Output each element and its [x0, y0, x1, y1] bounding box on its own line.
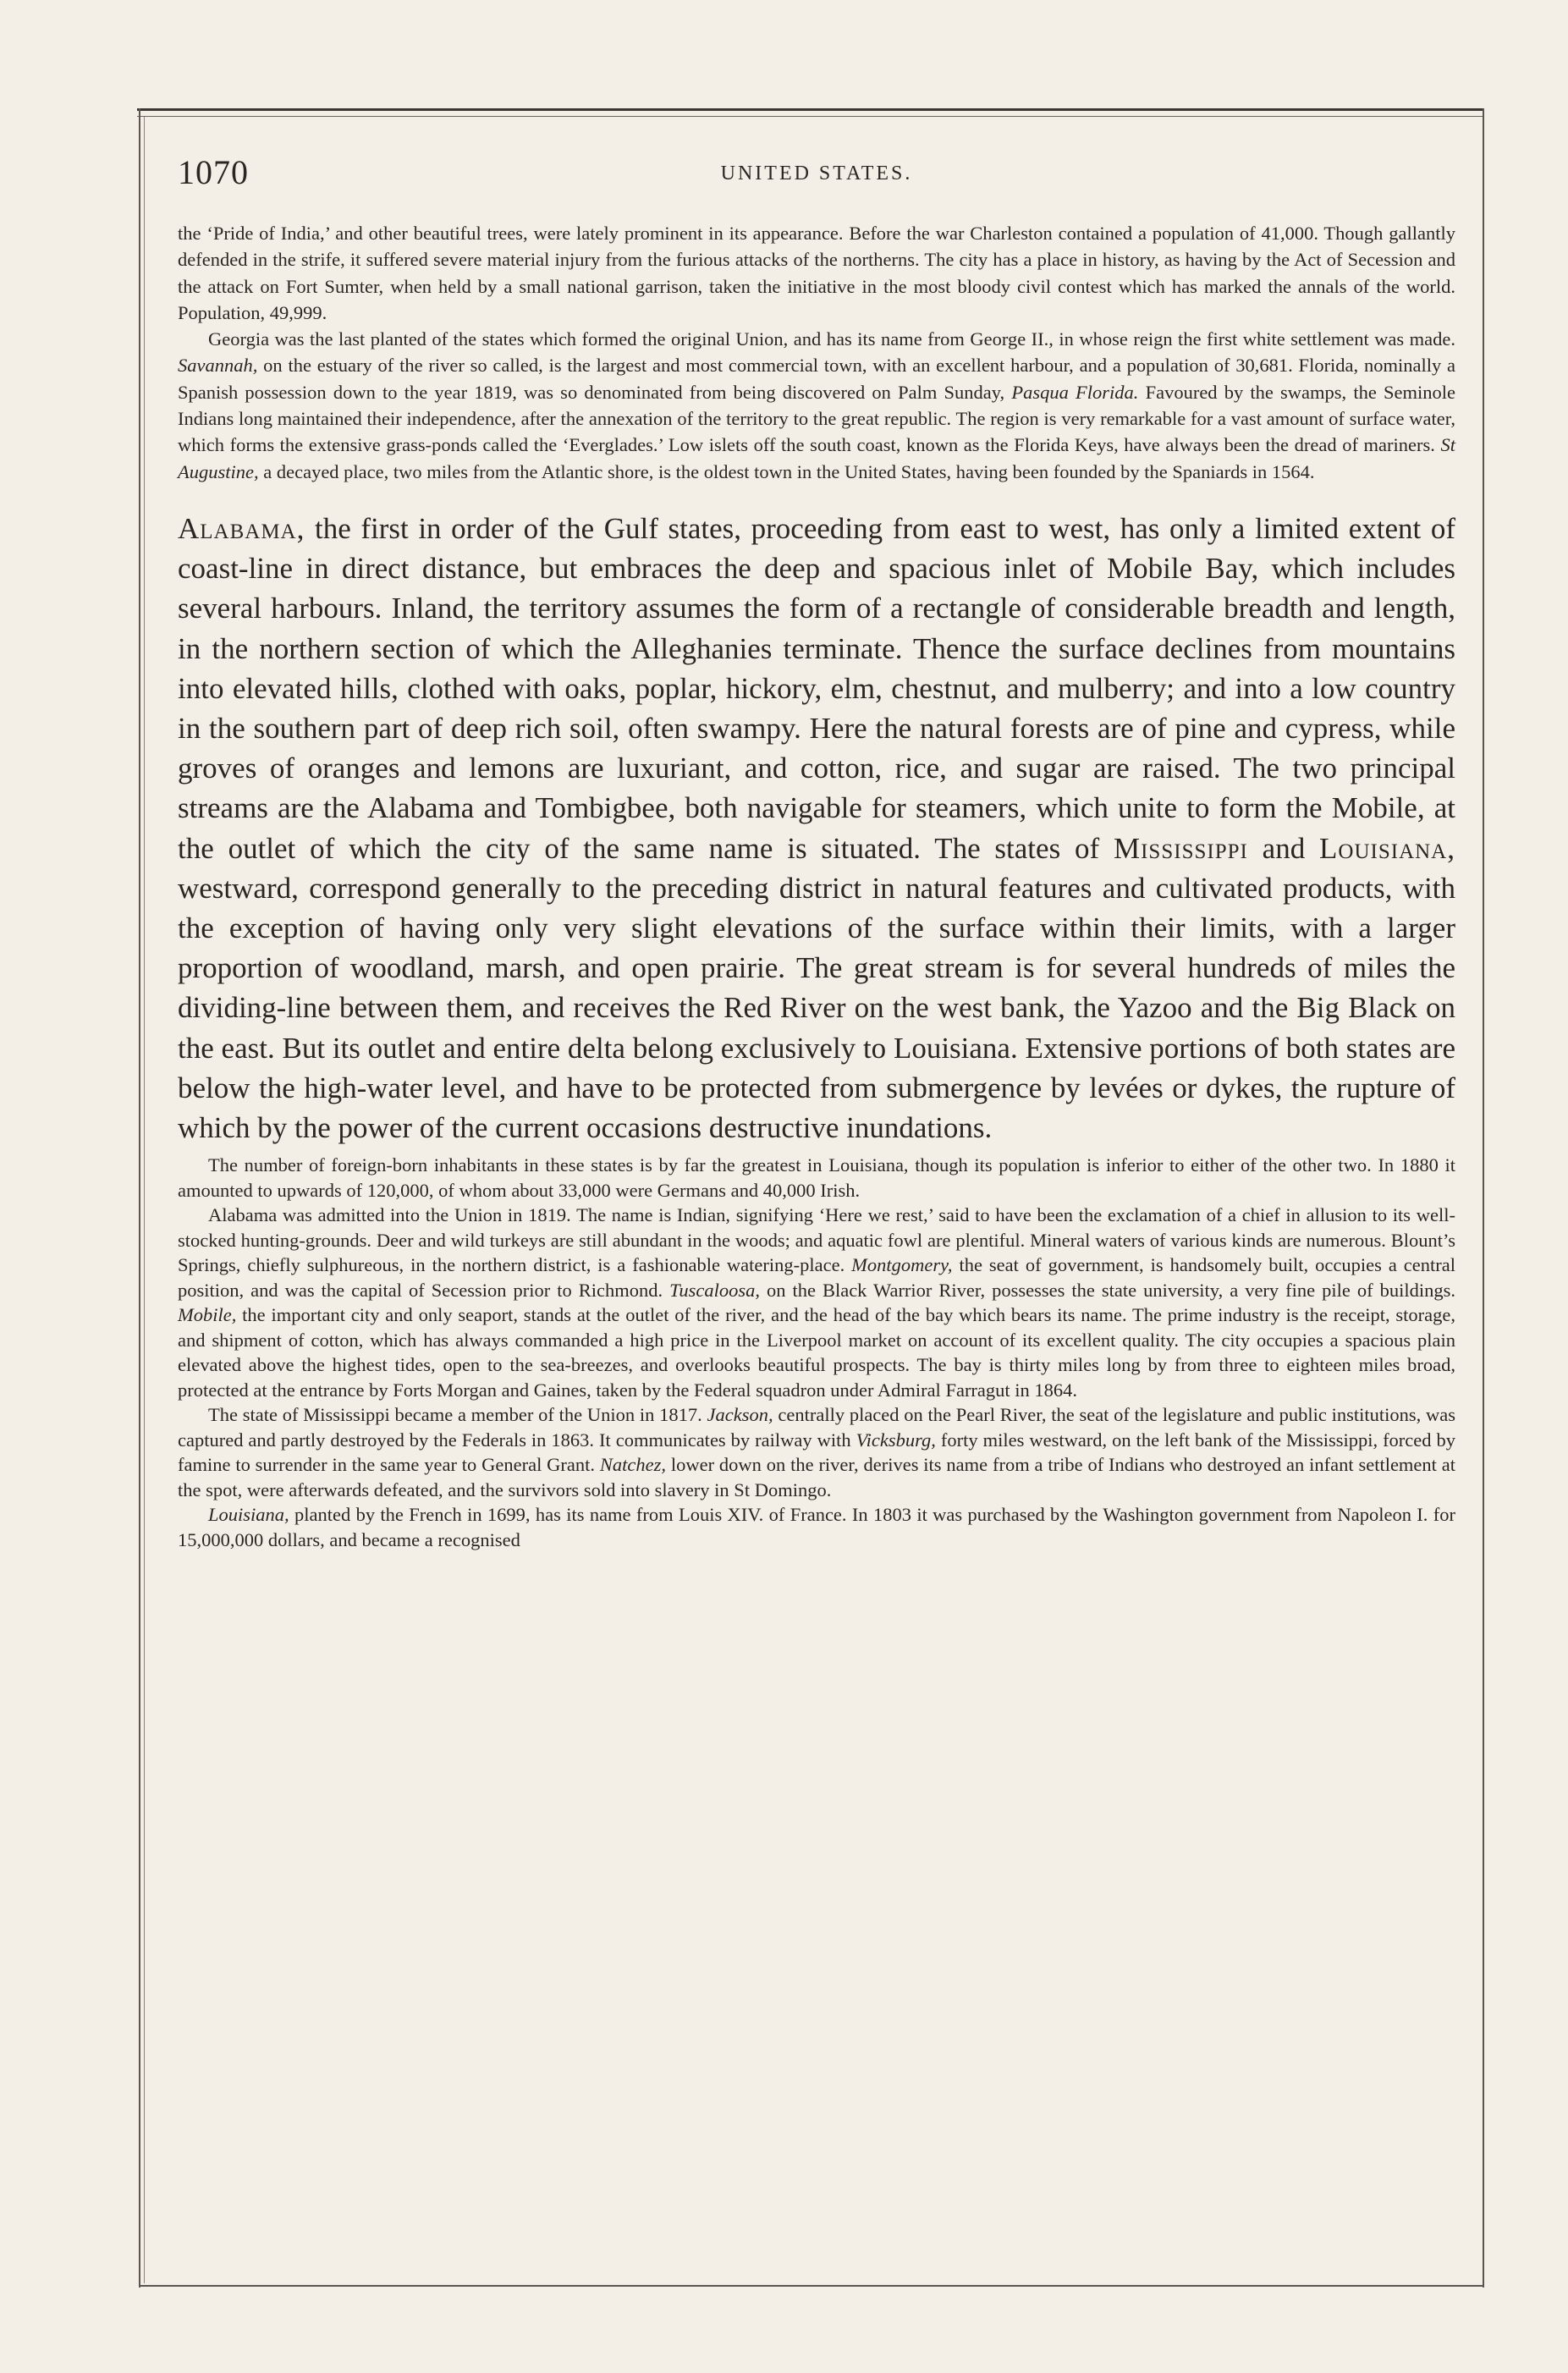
text-run: Savannah, [178, 355, 258, 377]
text-run: the ‘Pride of India,’ and other beautiful trees, were lately prominent in its appearance. Before the war Charleston contained a population of 41,000. Though gallantly defended in the strife, it suffered severe material injury from the furious attacks of the northerns. The city has a place in history, as having by the Act of Secession and the attack on Fort Sumter, when held by a small national garrison, taken the initiative in the most bloody civil contest which has marked the annals of the world. Population, 49,999. [178, 223, 1455, 323]
paragraph-alabama-main [178, 509, 1455, 1148]
text-run: Jackson, [707, 1404, 773, 1426]
page-body [178, 152, 1455, 1552]
text-run: The state of Mississippi became a member of the Union in 1817. [208, 1404, 707, 1426]
paragraph-charleston [178, 220, 1455, 326]
paragraph-georgia-florida [178, 326, 1455, 485]
text-run: Favoured by the swamps, the Seminole Indians long maintained their independence, after the annexation of the territory to the great republic. The region is very remarkable for a vast amount of surface water, which forms the extensive grass-ponds called the ‘Everglades.’ Low islets off the south coast, known as the Florida Keys, have always been the dread of mariners. [178, 381, 1455, 456]
text-run: centrally placed on the Pearl River, the seat of the legislature and public institutions, was captured and partly destroyed by the Federals in 1863. It communicates by railway with [178, 1404, 1455, 1451]
note-mississippi [178, 1402, 1455, 1502]
text-run: lower down on the river, derives its name from a tribe of Indians who destroyed an infant settlement at the spot, were afterwards defeated, and the survivors sold into slavery in St Domingo. [178, 1454, 1456, 1500]
text-run: planted by the French in 1699, has its name from Louis XIV. of France. In 1803 it was purchased by the Washington government from Napoleon I. for 15,000,000 dollars, and became a recognised [178, 1504, 1455, 1550]
right-border-rule [1483, 108, 1484, 2288]
text-run: Natchez, [599, 1454, 666, 1476]
running-head: UNITED STATES. [720, 162, 913, 184]
bottom-border-rule [139, 2285, 1484, 2287]
text-run: the first in order of the Gulf states, proceeding from east to west, has only a limited extent of coast-line in direct distance, but embraces the deep and spacious inlet of Mobile Bay, which includes several harbours. Inland, the territory assumes the form of a rectangle of considerable breadth and length, in the northern section of which the Alleghanies terminate. Thence the surface declines from mountains into elevated hills, clothed with oaks, poplar, hickory, elm, chestnut, and mulberry; and into a low country in the southern part of deep rich soil, often swampy. Here the natural forests are of pine and cypress, while groves of oranges and lemons are luxuriant, and cotton, rice, and sugar are raised. The two principal streams are the Alabama and Tombigbee, both navigable for steamers, which unite to form the Mobile, at the outlet of which the city of the same name is situated. The states of [178, 511, 1455, 865]
note-alabama [178, 1203, 1455, 1402]
text-run: Mississippi [1113, 831, 1248, 865]
text-run: Georgia was the last planted of the states which formed the original Union, and has its name from George II., in whose reign the first white settlement was made. [208, 328, 1455, 350]
text-run: the seat of government, is handsomely built, occupies a central position, and was the capital of Secession prior to Richmond. [178, 1254, 1455, 1301]
text-run: westward, correspond generally to the preceding district in natural features and cultivated products, with the exception of having only very slight elevations of the surface within their limits, with a larger proportion of woodland, marsh, and open prairie. The great stream is for several hundreds of miles the dividing-line between them, and receives the Red River on the west bank, the Yazoo and the Big Black on the east. But its outlet and entire delta belong exclusively to Louisiana. Extensive portions of both states are below the high-water level, and have to be protected from submergence by levées or dykes, the rupture of which by the power of the current occasions destructive inundations. [178, 871, 1455, 1145]
text-run: St Augustine, [178, 434, 1455, 482]
text-run: Louisiana, [1319, 831, 1455, 865]
text-run: Montgomery, [851, 1254, 953, 1276]
text-run: and [1247, 831, 1320, 865]
text-run: the important city and only seaport, stands at the outlet of the river, and the head of the bay which bears its name. The prime industry is the receipt, storage, and shipment of cotton, which has always commanded a high price in the Liverpool market on account of its excellent quality. The city occupies a spacious plain elevated above the highest tides, open to the sea-breezes, and overlooks beautiful prospects. The bay is thirty miles long by from three to eighteen miles broad, protected at the entrance by Forts Morgan and Gaines, taken by the Federal squadron under Admiral Farragut in 1864. [178, 1304, 1455, 1401]
text-run: The number of foreign-born inhabitants in these states is by far the greatest in Louisiana, though its population is inferior to either of the other two. In 1880 it amounted to upwards of 120,000, of whom about 33,000 were Germans and 40,000 Irish. [178, 1154, 1455, 1201]
notes-section [178, 1153, 1455, 1552]
text-run: on the Black Warrior River, possesses the state university, a very fine pile of buildings. [759, 1279, 1455, 1301]
top-border-rule [137, 108, 1484, 111]
text-run: on the estuary of the river so called, is the largest and most commercial town, with an excellent harbour, and a population of 30,681. Florida, nominally a Spanish possession down to the year 1819, was so denominated from being discovered on Palm Sunday, [178, 355, 1455, 403]
note-louisiana [178, 1502, 1455, 1552]
text-run: a decayed place, two miles from the Atlantic shore, is the oldest town in the United States, having been founded by the Spaniards in 1564. [258, 460, 1315, 482]
note-foreign-born [178, 1153, 1455, 1203]
text-run: forty miles westward, on the left bank of the Mississippi, forced by famine to surrender in the same year to General Grant. [178, 1429, 1456, 1476]
top-border-rule-inner [137, 116, 1484, 117]
text-run: Pasqua Florida. [1011, 381, 1139, 403]
text-run: Vicksburg, [856, 1429, 936, 1451]
left-border-rule-inner [144, 117, 145, 2283]
text-run: Mobile, [178, 1304, 237, 1326]
text-run: Tuscaloosa, [669, 1279, 760, 1301]
top-section [178, 220, 1455, 485]
page-number: 1070 [178, 153, 249, 191]
left-border-rule [139, 108, 140, 2288]
text-run: Louisiana, [208, 1504, 289, 1526]
page-header [178, 152, 1455, 195]
text-run: Alabama was admitted into the Union in 1819. The name is Indian, signifying ‘Here we rest,’ said to have been the exclamation of a chief in allusion to its well-stocked hunting-grounds. Deer and wild turkeys are still abundant in the woods; and aquatic fowl are plentiful. Mineral waters of various kinds are numerous. Blount’s Springs, chiefly sulphureous, in the northern district, is a fashionable watering-place. [178, 1204, 1455, 1276]
text-run: Alabama, [178, 511, 305, 545]
